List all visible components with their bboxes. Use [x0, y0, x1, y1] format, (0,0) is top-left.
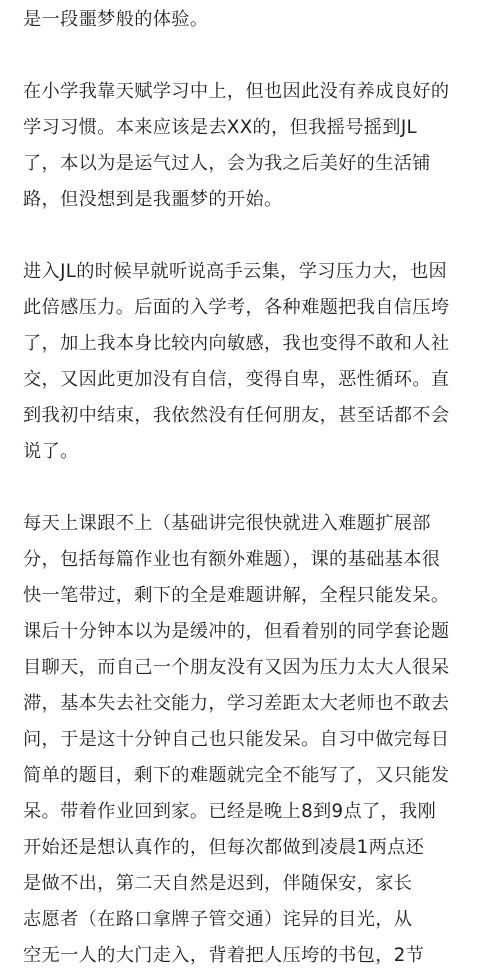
text-line: 是做不出，第二天自然是迟到，伴随保安，家长	[23, 873, 413, 894]
text-line: 交，又因此更加没有自信，变得自卑，恶性循环。直	[23, 369, 450, 390]
text-line: 开始还是想认真作的，但每次都做到凌晨1两点还	[23, 837, 425, 858]
paragraph-1	[23, 2, 458, 38]
paragraph-4	[23, 506, 458, 974]
paragraph-gap	[23, 218, 458, 254]
text-line: 了，加上我本身比较内向敏感，我也变得不敢和人社	[23, 333, 450, 354]
paragraph-gap	[23, 38, 458, 74]
text-line: 空无一人的大门走入，背着把人压垮的书包，2节	[23, 945, 425, 966]
text-line: 此倍感压力。后面的入学考，各种难题把我自信压垮	[23, 297, 450, 318]
text-line: 说了。	[23, 441, 79, 462]
text-line: 路，但没想到是我噩梦的开始。	[23, 189, 283, 210]
text-line: 是一段噩梦般的体验。	[23, 9, 209, 30]
text-line: 志愿者（在路口拿牌子管交通）诧异的目光，从	[23, 909, 413, 930]
text-line: 分，包括每篇作业也有额外难题），课的基础基本很	[23, 549, 441, 570]
text-line: 了，本以为是运气过人，会为我之后美好的生活铺	[23, 153, 431, 174]
text-line: 简单的题目，剩下的难题就完全不能写了，又只能发	[23, 765, 450, 786]
paragraph-3	[23, 254, 458, 470]
text-line: 快一笔带过，剩下的全是难题讲解，全程只能发呆。	[23, 585, 450, 606]
paragraph-gap	[23, 470, 458, 506]
text-line: 目聊天，而自己一个朋友没有又因为压力太大人很呆	[23, 657, 450, 678]
text-line: 学习习惯。本来应该是去XX的，但我摇号摇到JL	[23, 117, 418, 138]
text-line: 课后十分钟本以为是缓冲的，但看着别的同学套论题	[23, 621, 450, 642]
text-line: 在小学我靠天赋学习中上，但也因此没有养成良好的	[23, 81, 450, 102]
text-line: 到我初中结束，我依然没有任何朋友，甚至话都不会	[23, 405, 450, 426]
text-line: 滞，基本失去社交能力，学习差距太大老师也不敢去	[23, 693, 450, 714]
text-line: 问，于是这十分钟自己也只能发呆。自习中做完每日	[23, 729, 450, 750]
text-line: 呆。带着作业回到家。已经是晚上8到9点了，我刚	[23, 801, 437, 822]
paragraph-2	[23, 74, 458, 218]
text-line: 进入JL的时候早就听说高手云集，学习压力大，也因	[23, 261, 448, 282]
text-line: 每天上课跟不上（基础讲完很快就进入难题扩展部	[23, 513, 431, 534]
